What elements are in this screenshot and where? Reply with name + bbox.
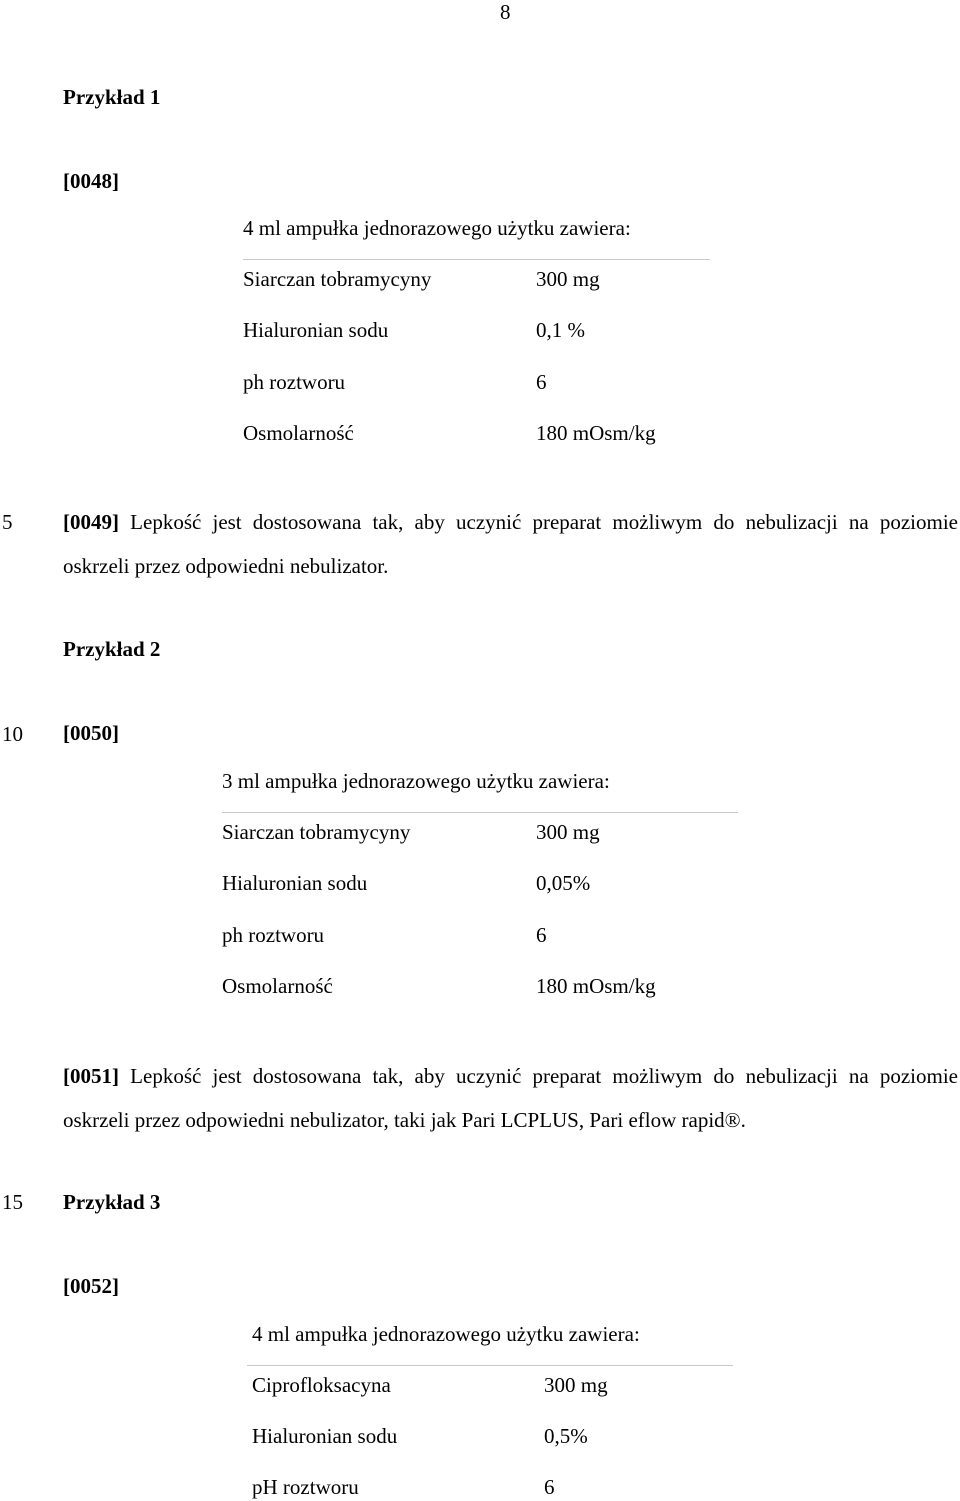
paragraph-id-0051: [0051] bbox=[63, 1064, 119, 1088]
ingredient-name: Hialuronian sodu bbox=[243, 318, 389, 342]
page-number: 8 bbox=[500, 0, 511, 24]
paragraph-0051 bbox=[63, 1054, 958, 1142]
paragraph-text: Lepkość jest dostosowana tak, aby uczynić preparat możliwym do nebulizacji na poziomie oskrzeli przez odpowiedni nebulizator, taki jak Pari LCPLUS, Pari eflow rapid®. bbox=[63, 1064, 958, 1132]
example-2-heading: Przykład 2 bbox=[63, 637, 161, 661]
ingredient-name: ph roztworu bbox=[222, 923, 325, 947]
ingredient-value: 180 mOsm/kg bbox=[536, 974, 656, 998]
ingredient-name: Osmolarność bbox=[222, 974, 333, 998]
paragraph-id-0049: [0049] bbox=[63, 510, 119, 534]
table-rule bbox=[247, 1365, 733, 1366]
ingredient-value: 6 bbox=[536, 370, 547, 394]
paragraph-text: Lepkość jest dostosowana tak, aby uczynić preparat możliwym do nebulizacji na poziomie oskrzeli przez odpowiedni nebulizator. bbox=[63, 510, 958, 578]
ingredient-name: Hialuronian sodu bbox=[222, 871, 368, 895]
ingredient-name: Osmolarność bbox=[243, 421, 354, 445]
paragraph-0049 bbox=[63, 500, 958, 588]
example-1-heading: Przykład 1 bbox=[63, 85, 161, 109]
table-rule bbox=[243, 259, 710, 260]
ingredient-name: Hialuronian sodu bbox=[252, 1424, 398, 1448]
table-caption: 4 ml ampułka jednorazowego użytku zawiera: bbox=[252, 1322, 640, 1346]
ingredient-name: Siarczan tobramycyny bbox=[222, 820, 411, 844]
ingredient-value: 180 mOsm/kg bbox=[536, 421, 656, 445]
paragraph-id-0052: [0052] bbox=[63, 1274, 119, 1298]
ingredient-value: 0,5% bbox=[544, 1424, 588, 1448]
ingredient-value: 300 mg bbox=[544, 1373, 608, 1397]
ingredient-value: 300 mg bbox=[536, 820, 600, 844]
ingredient-name: ph roztworu bbox=[243, 370, 346, 394]
ingredient-value: 6 bbox=[536, 923, 547, 947]
table-caption: 3 ml ampułka jednorazowego użytku zawiera: bbox=[222, 769, 610, 793]
ingredient-name: Ciprofloksacyna bbox=[252, 1373, 391, 1397]
paragraph-id-0050: [0050] bbox=[63, 721, 119, 745]
line-number-15: 15 bbox=[2, 1190, 23, 1214]
table-rule bbox=[222, 812, 738, 813]
paragraph-id-0048: [0048] bbox=[63, 169, 119, 193]
line-number-10: 10 bbox=[2, 722, 23, 746]
ingredient-value: 0,1 % bbox=[536, 318, 585, 342]
example-3-heading: Przykład 3 bbox=[63, 1190, 161, 1214]
ingredient-value: 6 bbox=[544, 1475, 555, 1499]
ingredient-name: pH roztworu bbox=[252, 1475, 359, 1499]
ingredient-name: Siarczan tobramycyny bbox=[243, 267, 432, 291]
ingredient-value: 300 mg bbox=[536, 267, 600, 291]
table-caption: 4 ml ampułka jednorazowego użytku zawiera: bbox=[243, 216, 631, 240]
ingredient-value: 0,05% bbox=[536, 871, 591, 895]
line-number-5: 5 bbox=[2, 510, 13, 534]
